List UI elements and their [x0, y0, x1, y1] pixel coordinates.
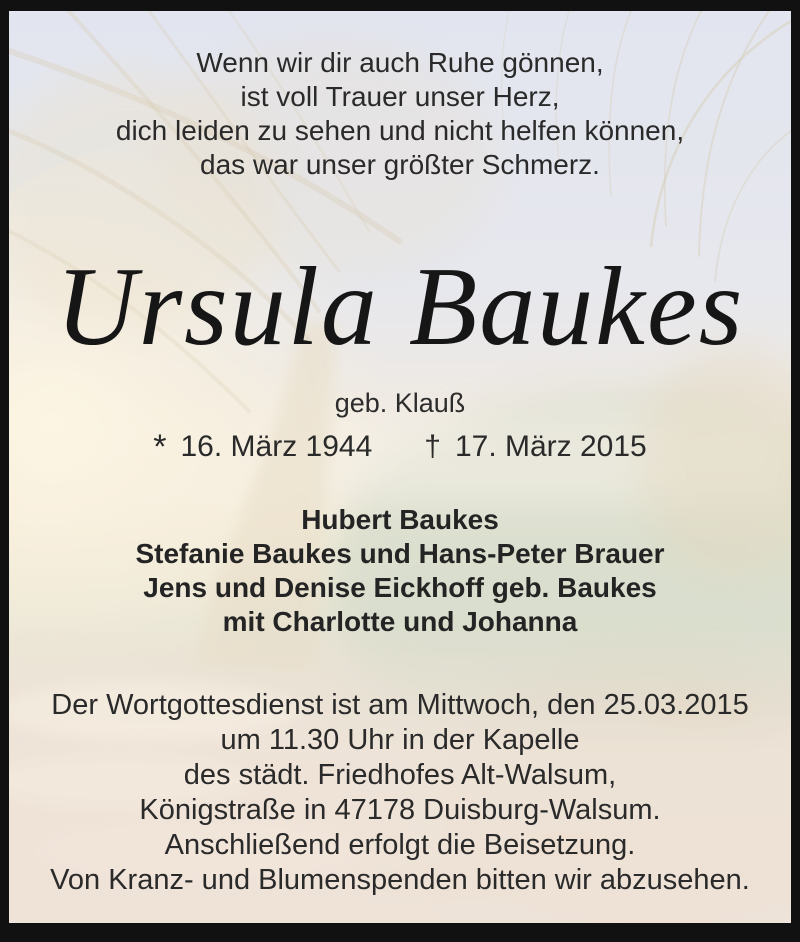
deceased-name: Ursula Baukes	[55, 245, 745, 369]
birth-star-symbol: *	[153, 428, 167, 466]
birth-date: 16. März 1944	[180, 430, 373, 463]
service-line: Der Wortgottesdienst ist am Mittwoch, den 25.03.2015	[51, 689, 749, 721]
maiden-name: geb. Klauß	[334, 388, 466, 418]
poem-line: dich leiden zu sehen und nicht helfen können,	[115, 115, 685, 146]
poem-line: ist voll Trauer unser Herz,	[240, 81, 560, 112]
poem-line: das war unser größter Schmerz.	[200, 149, 600, 180]
mourner-line: Hubert Baukes	[301, 504, 499, 535]
life-dates	[0, 428, 800, 467]
service-line: Von Kranz- und Blumenspenden bitten wir abzusehen.	[50, 864, 750, 896]
service-line: Anschließend erfolgt die Beisetzung.	[164, 829, 636, 861]
service-line: um 11.30 Uhr in der Kapelle	[220, 724, 580, 756]
mourner-line: Jens und Denise Eickhoff geb. Baukes	[143, 572, 657, 603]
death-cross-symbol: †	[424, 430, 441, 463]
service-line: Königstraße in 47178 Duisburg-Walsum.	[139, 794, 661, 826]
poem-line: Wenn wir dir auch Ruhe gönnen,	[196, 47, 604, 78]
death-date: 17. März 2015	[454, 430, 647, 463]
service-line: des städt. Friedhofes Alt-Walsum,	[183, 759, 617, 791]
memorial-poem	[0, 46, 800, 182]
mourner-line: Stefanie Baukes und Hans-Peter Brauer	[135, 538, 665, 569]
mourners-list	[0, 503, 800, 639]
service-details	[0, 688, 800, 898]
mourner-line: mit Charlotte und Johanna	[222, 606, 578, 637]
